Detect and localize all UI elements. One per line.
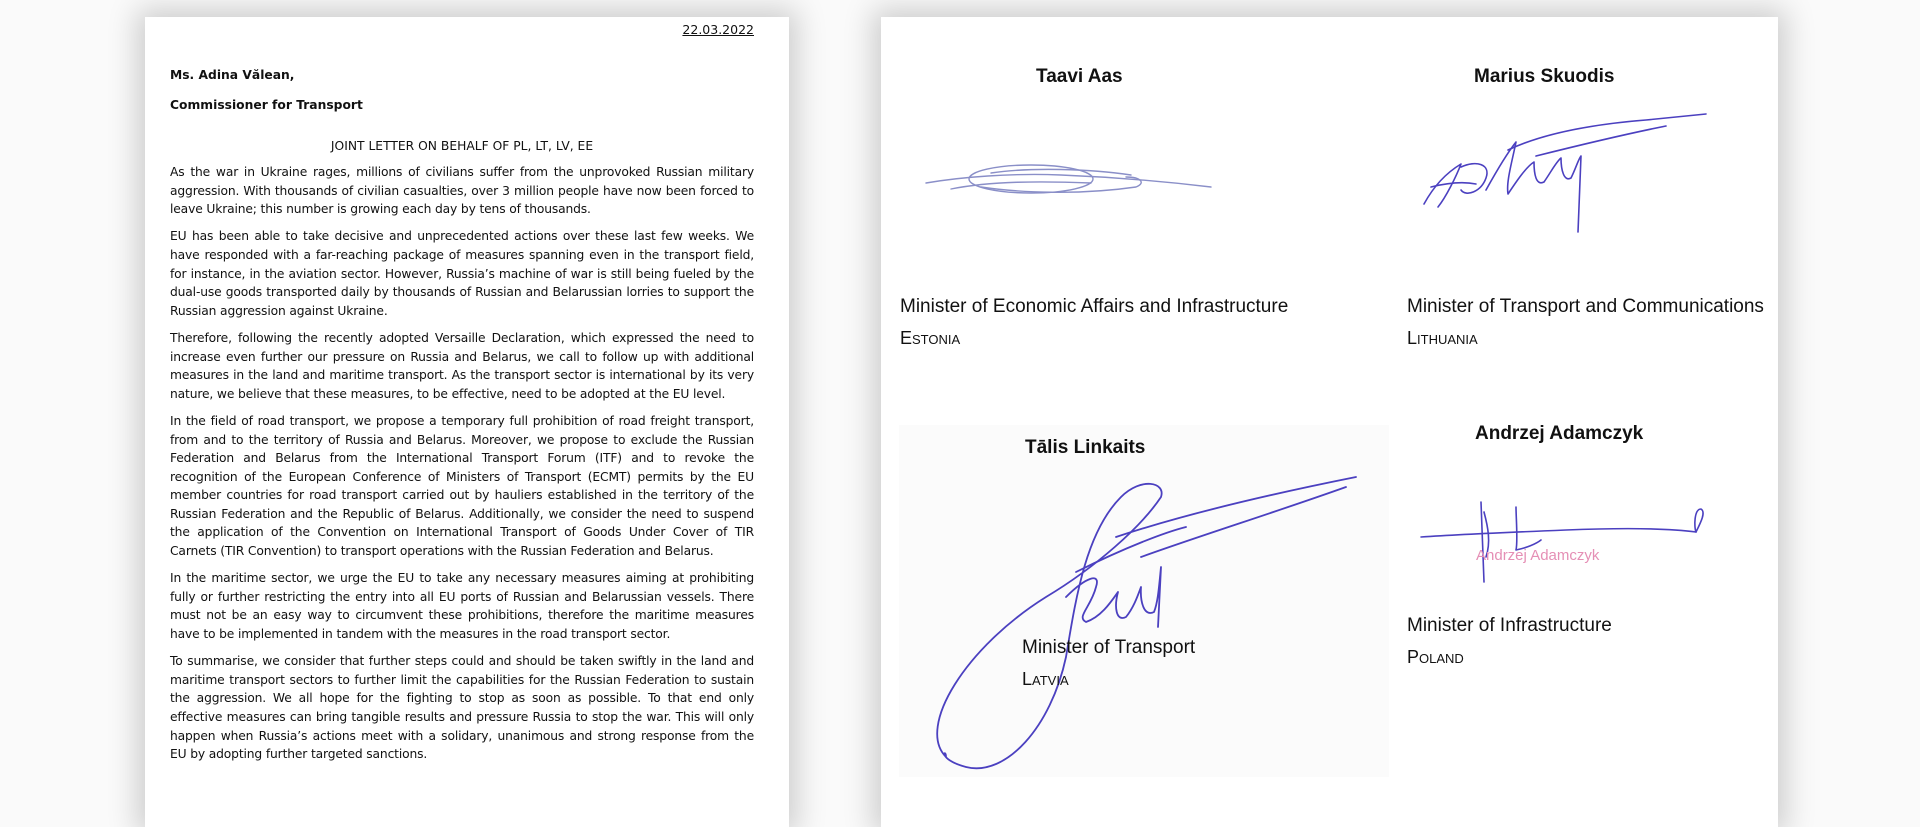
signatory-name: Taavi Aas <box>1036 66 1123 87</box>
signature-page <box>881 17 1778 827</box>
letter-paragraph: To summarise, we consider that further steps could and should be taken swiftly in the land and maritime transport sectors to further limit the capabilities for the Russian Federation to sustain the aggression. We all hope for the fighting to stop as soon as possible. To that end only effective measures can bring tangible results and pressure Russia to stop the war. This will only happen when Russia’s actions meet with a solidary, unanimous and strong response from the EU by adopting further targeted sanctions. <box>170 654 754 762</box>
letter-paragraph: As the war in Ukraine rages, millions of civilians suffer from the unprovoked Russian military aggression. With thousands of civilian casualties, over 3 million people have now been forced to leave Ukraine; this number is growing each day by tens of thousands. <box>170 165 754 217</box>
letter-paragraph: Therefore, following the recently adopted Versaille Declaration, which expressed the need to increase even further our pressure on Russia and Belarus, we call to follow up with additional measures in the land and maritime transport. As the transport sector is international by its very nature, we believe that these measures, to be effective, need to be adopted at the EU level. <box>170 330 754 401</box>
letter-paragraph: In the maritime sector, we urge the EU to take any necessary measures aiming at prohibiting fully or further restricting the entry into all EU ports of Russian and Belarussian vessels. There must not be an easy way to circumvent these prohibitions, therefore the maritime measures have to be implemented in tandem with the measures in the road transport sector. <box>170 571 754 642</box>
signatory-role: Minister of Infrastructure <box>1407 615 1612 636</box>
signatory-name: Andrzej Adamczyk <box>1475 423 1644 444</box>
signatory-role: Minister of Transport and Communications <box>1407 296 1764 317</box>
signatory-country: Latvia <box>1022 669 1069 689</box>
letter-paragraph: In the field of road transport, we propose a temporary full prohibition of road freight transport, from and to the territory of Russia and Belarus. Moreover, we propose to exclude the Russian Federation and Belarus from the International Transport Forum (ITF) and to revoke the recognition of the European Conference of Ministers of Transport (ECMT) permits by the EU member countries for road transport carried out by hauliers established in the territory of the Russian Federation and the Republic of Belarus. Additionally, we consider the need to suspend the application of the Convention on International Transport of Goods Under Cover of TIR Carnets (TIR Convention) to transport operations with the Russian Federation and Belarus. <box>170 413 754 559</box>
letter-subject: JOINT LETTER ON BEHALF OF PL, LT, LV, EE <box>330 139 594 153</box>
letter-paragraph: EU has been able to take decisive and unprecedented actions over these last few weeks. We have responded with a far-reaching package of measures spanning even in the transport field, for instance, in the aviation sector. However, Russia’s machine of war is still being fueled by the dual-use goods transported daily by thousands of Russian and Belarussian lorries to support the Russian aggression against Ukraine. <box>170 229 754 318</box>
letter-body <box>170 163 754 772</box>
signature-lithuania-image <box>1416 112 1716 242</box>
stamp-text: Andrzej Adamczyk <box>1476 547 1600 564</box>
signatory-country: Estonia <box>900 328 961 348</box>
signatory-name: Tālis Linkaits <box>1025 437 1146 458</box>
letter-page <box>145 17 789 827</box>
recipient-title: Commissioner for Transport <box>170 98 363 112</box>
signatory-role: Minister of Transport <box>1022 637 1196 658</box>
letter-date: 22.03.2022 <box>682 22 754 37</box>
signatory-country: Poland <box>1407 647 1464 667</box>
signatory-name: Marius Skuodis <box>1474 66 1615 87</box>
signature-estonia-image <box>921 137 1221 217</box>
signature-latvia-image <box>926 477 1366 777</box>
signatory-role: Minister of Economic Affairs and Infrastructure <box>900 296 1289 317</box>
recipient-name: Ms. Adina Vălean, <box>170 68 295 82</box>
signatory-country: Lithuania <box>1407 328 1478 348</box>
signature-poland-image <box>1416 472 1716 582</box>
